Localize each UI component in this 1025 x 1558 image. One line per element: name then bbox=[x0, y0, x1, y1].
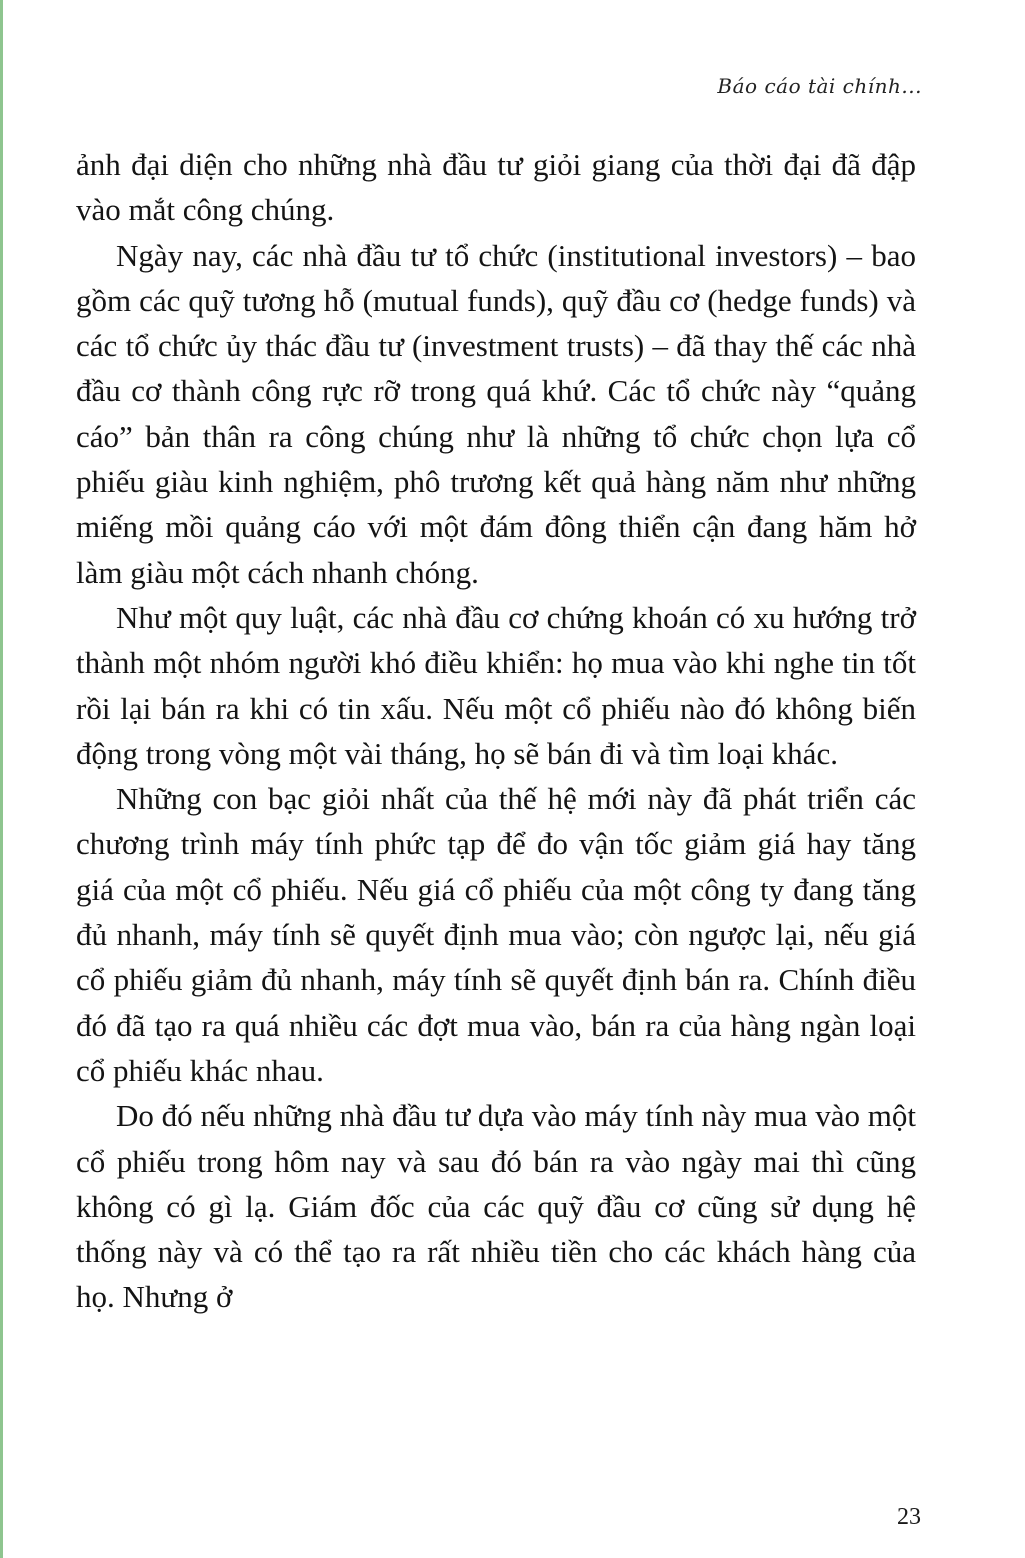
body-text bbox=[76, 142, 916, 1320]
page-number: 23 bbox=[897, 1504, 921, 1530]
paragraph-5: Do đó nếu những nhà đầu tư dựa vào máy tính này mua vào một cổ phiếu trong hôm nay và sau đó bán ra vào ngày mai thì cũng không có gì lạ. Giám đốc của các quỹ đầu cơ cũng sử dụng hệ thống này và có thể tạo ra rất nhiều tiền cho các khách hàng của họ. Nhưng ở bbox=[76, 1098, 916, 1315]
paragraph-1: ảnh đại diện cho những nhà đầu tư giỏi giang của thời đại đã đập vào mắt công chúng. bbox=[76, 147, 916, 228]
paragraph-4: Những con bạc giỏi nhất của thế hệ mới này đã phát triển các chương trình máy tính phức tạp để đo vận tốc giảm giá hay tăng giá của một cổ phiếu. Nếu giá cổ phiếu của một công ty đang tăng đủ nhanh, máy tính sẽ quyết định mua vào; còn ngược lại, nếu giá cổ phiếu giảm đủ nhanh, máy tính sẽ quyết định bán ra. Chính điều đó đã tạo ra quá nhiều các đợt mua vào, bán ra của hàng ngàn loại cổ phiếu khác nhau. bbox=[76, 781, 916, 1088]
page-edge-line bbox=[0, 0, 3, 1558]
running-header: Báo cáo tài chính... bbox=[717, 74, 922, 98]
paragraph-2: Ngày nay, các nhà đầu tư tổ chức (institutional investors) – bao gồm các quỹ tương hỗ (mutual funds), quỹ đầu cơ (hedge funds) và các tổ chức ủy thác đầu tư (investment trusts) – đã thay thế các nhà đầu cơ thành công rực rỡ trong quá khứ. Các tổ chức này “quảng cáo” bản thân ra công chúng như là những tổ chức chọn lựa cổ phiếu giàu kinh nghiệm, phô trương kết quả hàng năm như những miếng mồi quảng cáo với một đám đông thiển cận đang hăm hở làm giàu một cách nhanh chóng. bbox=[76, 237, 916, 590]
paragraph-3: Như một quy luật, các nhà đầu cơ chứng khoán có xu hướng trở thành một nhóm người khó điều khiển: họ mua vào khi nghe tin tốt rồi lại bán ra khi có tin xấu. Nếu một cổ phiếu nào đó không biến động trong vòng một vài tháng, họ sẽ bán đi và tìm loại khác. bbox=[76, 599, 916, 771]
